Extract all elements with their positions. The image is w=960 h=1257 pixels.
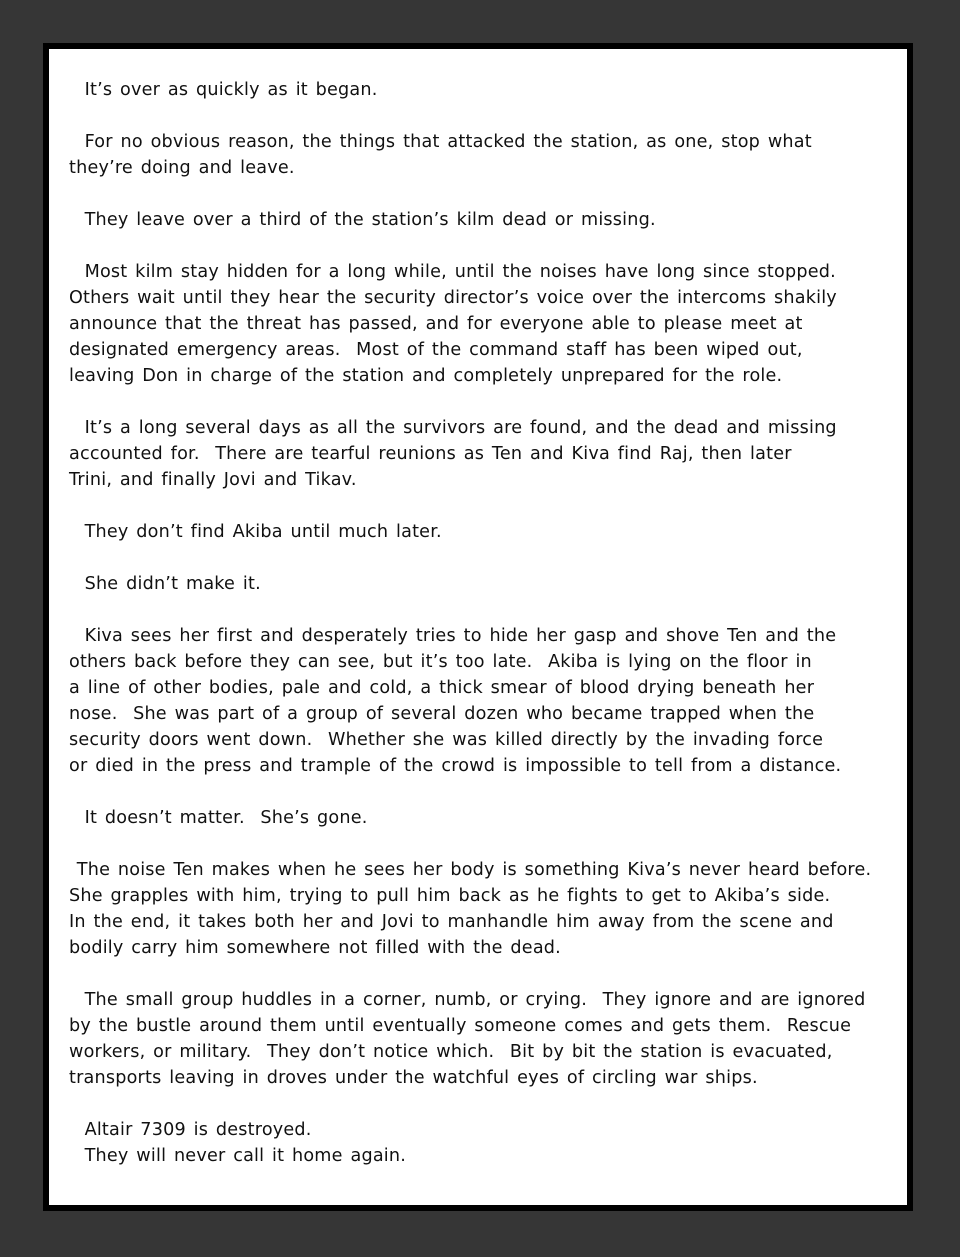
text-line: others back before they can see, but it’s too late. Akiba is lying on the floor in xyxy=(69,652,812,672)
text-line: Kiva sees her first and desperately tries to hide her gasp and shove Ten and the xyxy=(69,626,837,646)
text-line: by the bustle around them until eventually someone comes and gets them. Rescue xyxy=(69,1016,852,1036)
paragraph xyxy=(69,129,901,181)
text-line: or died in the press and trample of the crowd is impossible to tell from a distance. xyxy=(69,756,842,776)
text-line: She didn’t make it. xyxy=(69,574,261,594)
paragraph xyxy=(69,77,901,103)
text-line: They will never call it home again. xyxy=(69,1146,407,1166)
paragraph xyxy=(69,571,901,597)
text-line: They leave over a third of the station’s kilm dead or missing. xyxy=(69,210,656,230)
paragraph xyxy=(69,857,901,961)
text-line: Others wait until they hear the security director’s voice over the intercoms shakily xyxy=(69,288,837,308)
text-line: bodily carry him somewhere not filled with the dead. xyxy=(69,938,561,958)
paragraph xyxy=(69,805,901,831)
text-line: The noise Ten makes when he sees her body is something Kiva’s never heard before. xyxy=(69,860,872,880)
text-line: accounted for. There are tearful reunions as Ten and Kiva find Raj, then later xyxy=(69,444,792,464)
text-line: nose. She was part of a group of several dozen who became trapped when the xyxy=(69,704,815,724)
story-text xyxy=(69,77,901,1195)
text-line: It’s over as quickly as it began. xyxy=(69,80,378,100)
paragraph xyxy=(69,207,901,233)
text-line: The small group huddles in a corner, numb, or crying. They ignore and are ignored xyxy=(69,990,866,1010)
text-line: they’re doing and leave. xyxy=(69,158,295,178)
paragraph xyxy=(69,519,901,545)
text-line: It doesn’t matter. She’s gone. xyxy=(69,808,368,828)
text-line: leaving Don in charge of the station and completely unprepared for the role. xyxy=(69,366,783,386)
paragraph xyxy=(69,987,901,1091)
text-line: Altair 7309 is destroyed. xyxy=(69,1120,312,1140)
text-line: She grapples with him, trying to pull him back as he fights to get to Akiba’s side. xyxy=(69,886,831,906)
text-line: announce that the threat has passed, and for everyone able to please meet at xyxy=(69,314,803,334)
text-line: a line of other bodies, pale and cold, a thick smear of blood drying beneath her xyxy=(69,678,815,698)
text-line: Trini, and finally Jovi and Tikav. xyxy=(69,470,357,490)
paragraph xyxy=(69,259,901,389)
text-line: They don’t find Akiba until much later. xyxy=(69,522,442,542)
paragraph xyxy=(69,623,901,779)
paragraph xyxy=(69,1117,901,1169)
text-line: transports leaving in droves under the watchful eyes of circling war ships. xyxy=(69,1068,758,1088)
text-line: designated emergency areas. Most of the command staff has been wiped out, xyxy=(69,340,803,360)
text-line: workers, or military. They don’t notice which. Bit by bit the station is evacuated, xyxy=(69,1042,833,1062)
text-line: security doors went down. Whether she was killed directly by the invading force xyxy=(69,730,824,750)
page-frame xyxy=(43,43,913,1211)
text-line: It’s a long several days as all the survivors are found, and the dead and missing xyxy=(69,418,837,438)
paragraph xyxy=(69,415,901,493)
text-line: For no obvious reason, the things that attacked the station, as one, stop what xyxy=(69,132,812,152)
text-line: Most kilm stay hidden for a long while, until the noises have long since stopped. xyxy=(69,262,836,282)
text-line: In the end, it takes both her and Jovi to manhandle him away from the scene and xyxy=(69,912,834,932)
